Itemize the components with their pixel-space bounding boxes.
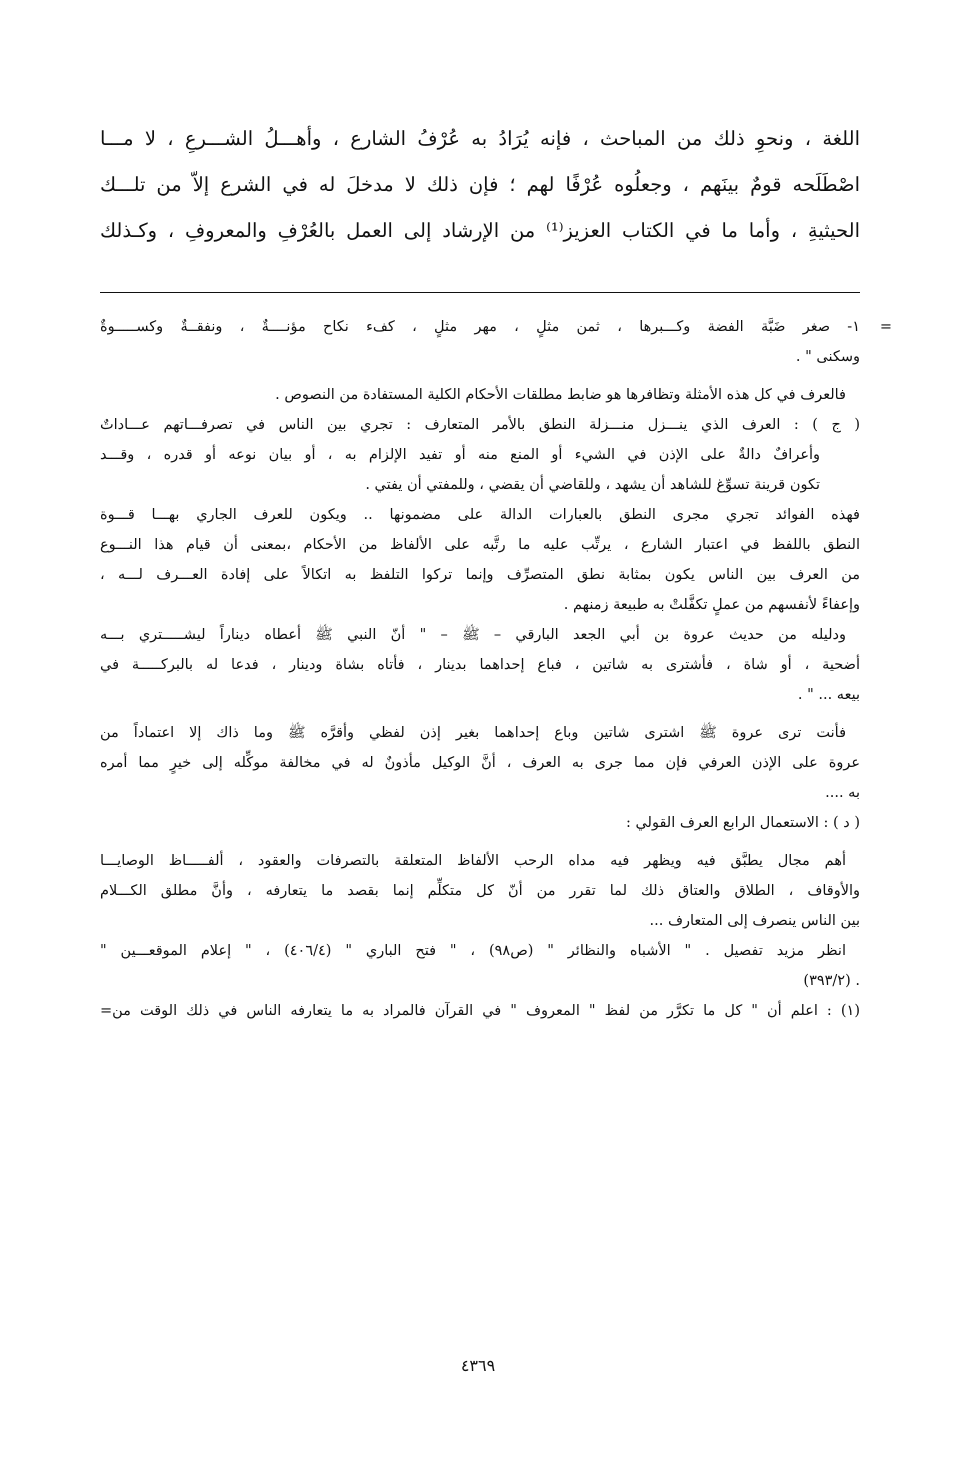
- footnote-line: وسكنى " .: [795, 349, 860, 365]
- footnote-line: من العرف بين الناس يكون بمثابة نطق المتصرِّف وإنما تركوا التلفظ به اتكالاً على إفادة العـــرف لـــه ،: [100, 567, 860, 583]
- main-text-line: الحيثيةِ ، وأما ما في الكتاب العزيز⁽¹⁾ من الإرشاد إلى العمل بالعُرْفِ والمعروفِ ، وكـذلك: [100, 219, 860, 242]
- footnote-line: أضحية ، أو شاة ، فأشترى به شاتين ، فباع إحداهما بدينار ، فأتاه بشاة ودينار ، فدعا له بالبركـــــة في: [100, 657, 860, 673]
- footnote-line: النطق باللفظ في اعتبار الشارع ، يرتِّب عليه ما رتَّبه على الألفاظ من الأحكام ،بمعنى أن قيام هذا النـــوع: [100, 537, 860, 553]
- footnote-line: والأوقاف ، الطلاق والعتاق ذلك لما تقرر من أنّ كل متكلِّم إنما بقصد ما يتعارفه ، وأنَّ مطلق الكـــلام: [100, 883, 860, 899]
- footnote-line: عروة على الإذن العرفي فإن مما جرى به العرف ، أنَّ الوكيل مأذونٌ له في مخالفة موكِّله إلى خيرٍ مما أمره: [100, 755, 860, 771]
- page-number: ٤٣٦٩: [460, 1356, 496, 1375]
- footnote-line: فأنت ترى عروة ﷺ اشترى شاتين وباع إحداهما بغير إذن لفظي وأقرَّه ﷺ وما ذاك إلا اعتماداً من: [100, 725, 846, 741]
- footnote-line: ودليله من حديث عروة بن أبي الجعد البارقي – ﷺ – " أنّ النبي ﷺ أعطاه ديناراً ليشـــــتري بـــه: [100, 627, 846, 643]
- footnote-line: بيعه ... " .: [797, 687, 860, 703]
- footnote-line: بين الناس ينصرف إلى المتعارف ...: [649, 913, 860, 929]
- main-text-block: [100, 116, 860, 254]
- footnote-line: تكون قرينة تسوِّغ للشاهد أن يشهد ، وللقاضي أن يقضي ، وللمفتي أن يفتي .: [365, 477, 820, 493]
- footnotes-block: [100, 312, 892, 1026]
- footnote-line: فالعرف في كل هذه الأمثلة وتظافرها هو ضابط مطلقات الأحكام الكلية المستفادة من النصوص .: [275, 387, 846, 403]
- main-text-line: اللغة ، ونحوِ ذلك من المباحث ، فإنه يُرَادُ به عُرْفُ الشارع ، وأهـــلُ الشـــرعِ ، لا مـــا: [100, 127, 860, 150]
- footnote-line: [100, 312, 892, 342]
- continuation-mark: =: [879, 319, 892, 335]
- footnote-line: (١) : اعلم أن " كل ما تكرَّر من لفظ " المعروف " في القرآن فالمراد به ما يتعارفه الناس في ذلك الوقت من=: [100, 1003, 860, 1019]
- footnote-line: فهذه الفوائد تجري مجرى النطق بالعبارات الدالة على مضمونها .. ويكون للعرف الجاري بهـــا قـــوة: [100, 507, 860, 523]
- footnote-line: . (٣٩٣/٢): [803, 973, 860, 989]
- footnote-line-text: ١- صغر ضَبَّة الفضة وكـــبرها ، ثمن مثلٍ ، مهر مثلٍ ، كفء نكاح مؤنــــةٌ ، ونفقــةٌ وكســـــوةٌ: [100, 319, 860, 335]
- footnote-line: انظر مزيد تفصيل . " الأشباه والنظائر " (ص٩٨) ، " فتح الباري " (٤٠٦/٤) ، " إعلام الموقعـــين ": [100, 943, 846, 959]
- footnote-line: أهم مجال يطبَّق فيه ويظهر فيه مداه الرحب الألفاظ المتعلقة بالتصرفات والعقود ، ألفـــــاظ الوصايـــا: [100, 853, 846, 869]
- footnote-line: ( د ) : الاستعمال الرابع العرف القولي :: [625, 815, 860, 831]
- footnote-line: به ....: [825, 785, 860, 801]
- footnote-line: وأعرافٌ دالةٌ على الإذن في الشيء أو المنع منه أو تفيد الإلزام به ، أو بيان نوعه أو قدره ، وقـــد: [100, 447, 820, 463]
- main-text-line: اصْطَلَحه قومٌ بينَهم ، وجعلُوه عُرْفًا لهم ؛ فإن ذلك لا مدخلَ له في الشرع إلاّ من تلـــك: [100, 173, 860, 196]
- footnote-divider: [100, 292, 860, 293]
- footnote-line: ( ج ) : العرف الذي ينـــزل منـــزلة النطق بالأمر المتعارف : تجري بين الناس في تصرفـــاتهم عـــاداتٌ: [100, 417, 860, 433]
- footnote-line: وإعفاءً لأنفسهم من عملٍ تكفَّلتْ به طبيعة زمنهم .: [563, 597, 860, 613]
